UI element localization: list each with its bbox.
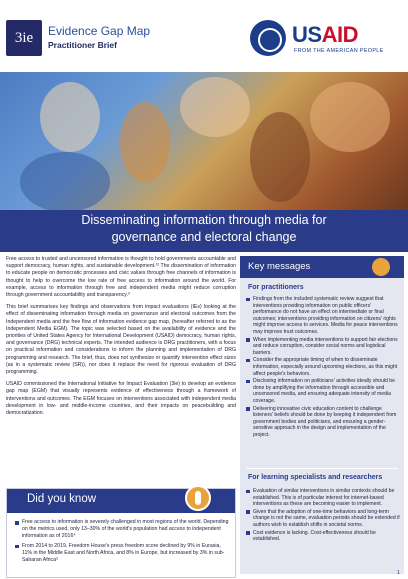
did-you-know-header bbox=[7, 489, 235, 513]
practitioners-list bbox=[246, 296, 400, 439]
list-item: Evaluation of similar interventions in similar contexts should be established. This is of particular interest for internet-based interventions as these are becoming easier to implement. bbox=[246, 488, 400, 508]
page-title: Disseminating information through media for governance and electoral change bbox=[81, 213, 327, 244]
brief-subtitle: Practitioner Brief bbox=[48, 40, 117, 50]
section-divider bbox=[246, 468, 398, 469]
hero-image bbox=[0, 72, 408, 210]
list-item: From 2014 to 2019, Freedom House's press freedom score declined by 9% in Eurasia, 11% in the Middle East and North Africa, and 8% in Europe, but increased by 3% in sub-Saharan Africa⁵ bbox=[15, 543, 229, 565]
page-number: 1 bbox=[396, 570, 400, 576]
did-you-know-box bbox=[6, 488, 236, 578]
learning-heading: For learning specialists and researchers bbox=[248, 474, 383, 481]
egm-paragraph: USAID commissioned the International Initiative for Impact Evaluation (3ie) to develop an evidence gap map (EGM) that visually represents evidence of effectiveness through a framework of interventions and outcomes. The EGM focuses on interventions associated with independent media development in low- and middle-income countries, and their impacts on peacebuilding and democratization. bbox=[6, 381, 236, 417]
question-person-icon bbox=[185, 485, 211, 511]
list-item: Delivering innovative civic education content to challenge listeners' beliefs should be done by keeping it independent from government bodies and politicians, and ensuring a gender-sensitive approach in the design and implementation of the project. bbox=[246, 406, 400, 439]
list-item: When implementing media interventions to support fair elections and reduce corruption, consider social norms and logistical barriers. bbox=[246, 337, 400, 357]
list-item: Cost evidence is lacking. Cost-effectiveness should be established. bbox=[246, 530, 400, 543]
presenter-icon bbox=[372, 258, 390, 276]
did-you-know-title: Did you know bbox=[27, 493, 97, 505]
3ie-logo: 3ie bbox=[6, 20, 42, 56]
usaid-logo bbox=[250, 20, 398, 58]
usaid-wordmark: USAID bbox=[292, 22, 358, 47]
did-you-know-list bbox=[15, 519, 229, 566]
learning-list bbox=[246, 488, 400, 544]
key-messages-header bbox=[240, 256, 404, 278]
usaid-seal-icon bbox=[250, 20, 286, 56]
main-text-column bbox=[6, 256, 236, 422]
title-band bbox=[0, 210, 408, 252]
list-item: Given that the adoption of one-time behaviors and long-term change is not the same, evaluation periods should be extended if authors wish to establish shifts in societal norms. bbox=[246, 509, 400, 529]
intro-paragraph: Free access to trusted and uncensored information is thought to hold governments accountable and support democracy, human rights, and sustainable development.¹² The dissemination of information to educate people on democratic processes and civic values through free channels of information is thought to help to overcome the low rate of free access to information around the world. For example, access to information through free and independent media might reduce corruption through government accountability and transparency.³ bbox=[6, 256, 236, 299]
brief-title: Evidence Gap Map bbox=[48, 24, 151, 38]
list-item: Consider the appropriate timing of when to disseminate information, especially around upcoming elections, as this might affect people's behaviors. bbox=[246, 357, 400, 377]
list-item: Free access to information is severely challenged in most regions of the world. Depending on the metrics used, only 13–30% of the world's population had access to independent information as of 2016⁴ bbox=[15, 519, 229, 541]
usaid-tagline: FROM THE AMERICAN PEOPLE bbox=[294, 48, 384, 54]
key-messages-sidebar bbox=[240, 256, 404, 574]
list-item: Disclosing information on politicians' activities ideally should be done by amplifying the information through accessible and uncensored media, and ensuring adequate intensity of media coverage. bbox=[246, 378, 400, 404]
list-item: Findings from the included systematic review suggest that interventions providing information on public officers' performance do not have an effect on intermediate or final outcomes; interventions providing information on citizens' rights might improve access to services. Media for peace interventions may improve trust outcomes. bbox=[246, 296, 400, 336]
page-header bbox=[0, 0, 408, 72]
summary-paragraph: This brief summarises key findings and observations from impact evaluations (IEs) looking at the effect of disseminating information through media on governance and electoral outcomes from the Independent media and the free flow of information evidence gap map, (hereafter referred to as the Independent Media EGM). The topic was selected based on the availability of evidence and the priorities of United States Agency for International Development (USAID) democracy, human rights, and governance (DRG) technical experts. The intended audience is DRG practitioners, with a focus on practical information and considerations to inform the planning and implementation of DRG programming and research. The brief, thus, does not synthesize or quantify intervention effect sizes (as in a systematic review (SR)), nor does it replace the need for rigorous evaluation of DRG programming. bbox=[6, 304, 236, 376]
practitioners-heading: For practitioners bbox=[248, 284, 304, 291]
key-messages-title: Key messages bbox=[248, 261, 311, 272]
